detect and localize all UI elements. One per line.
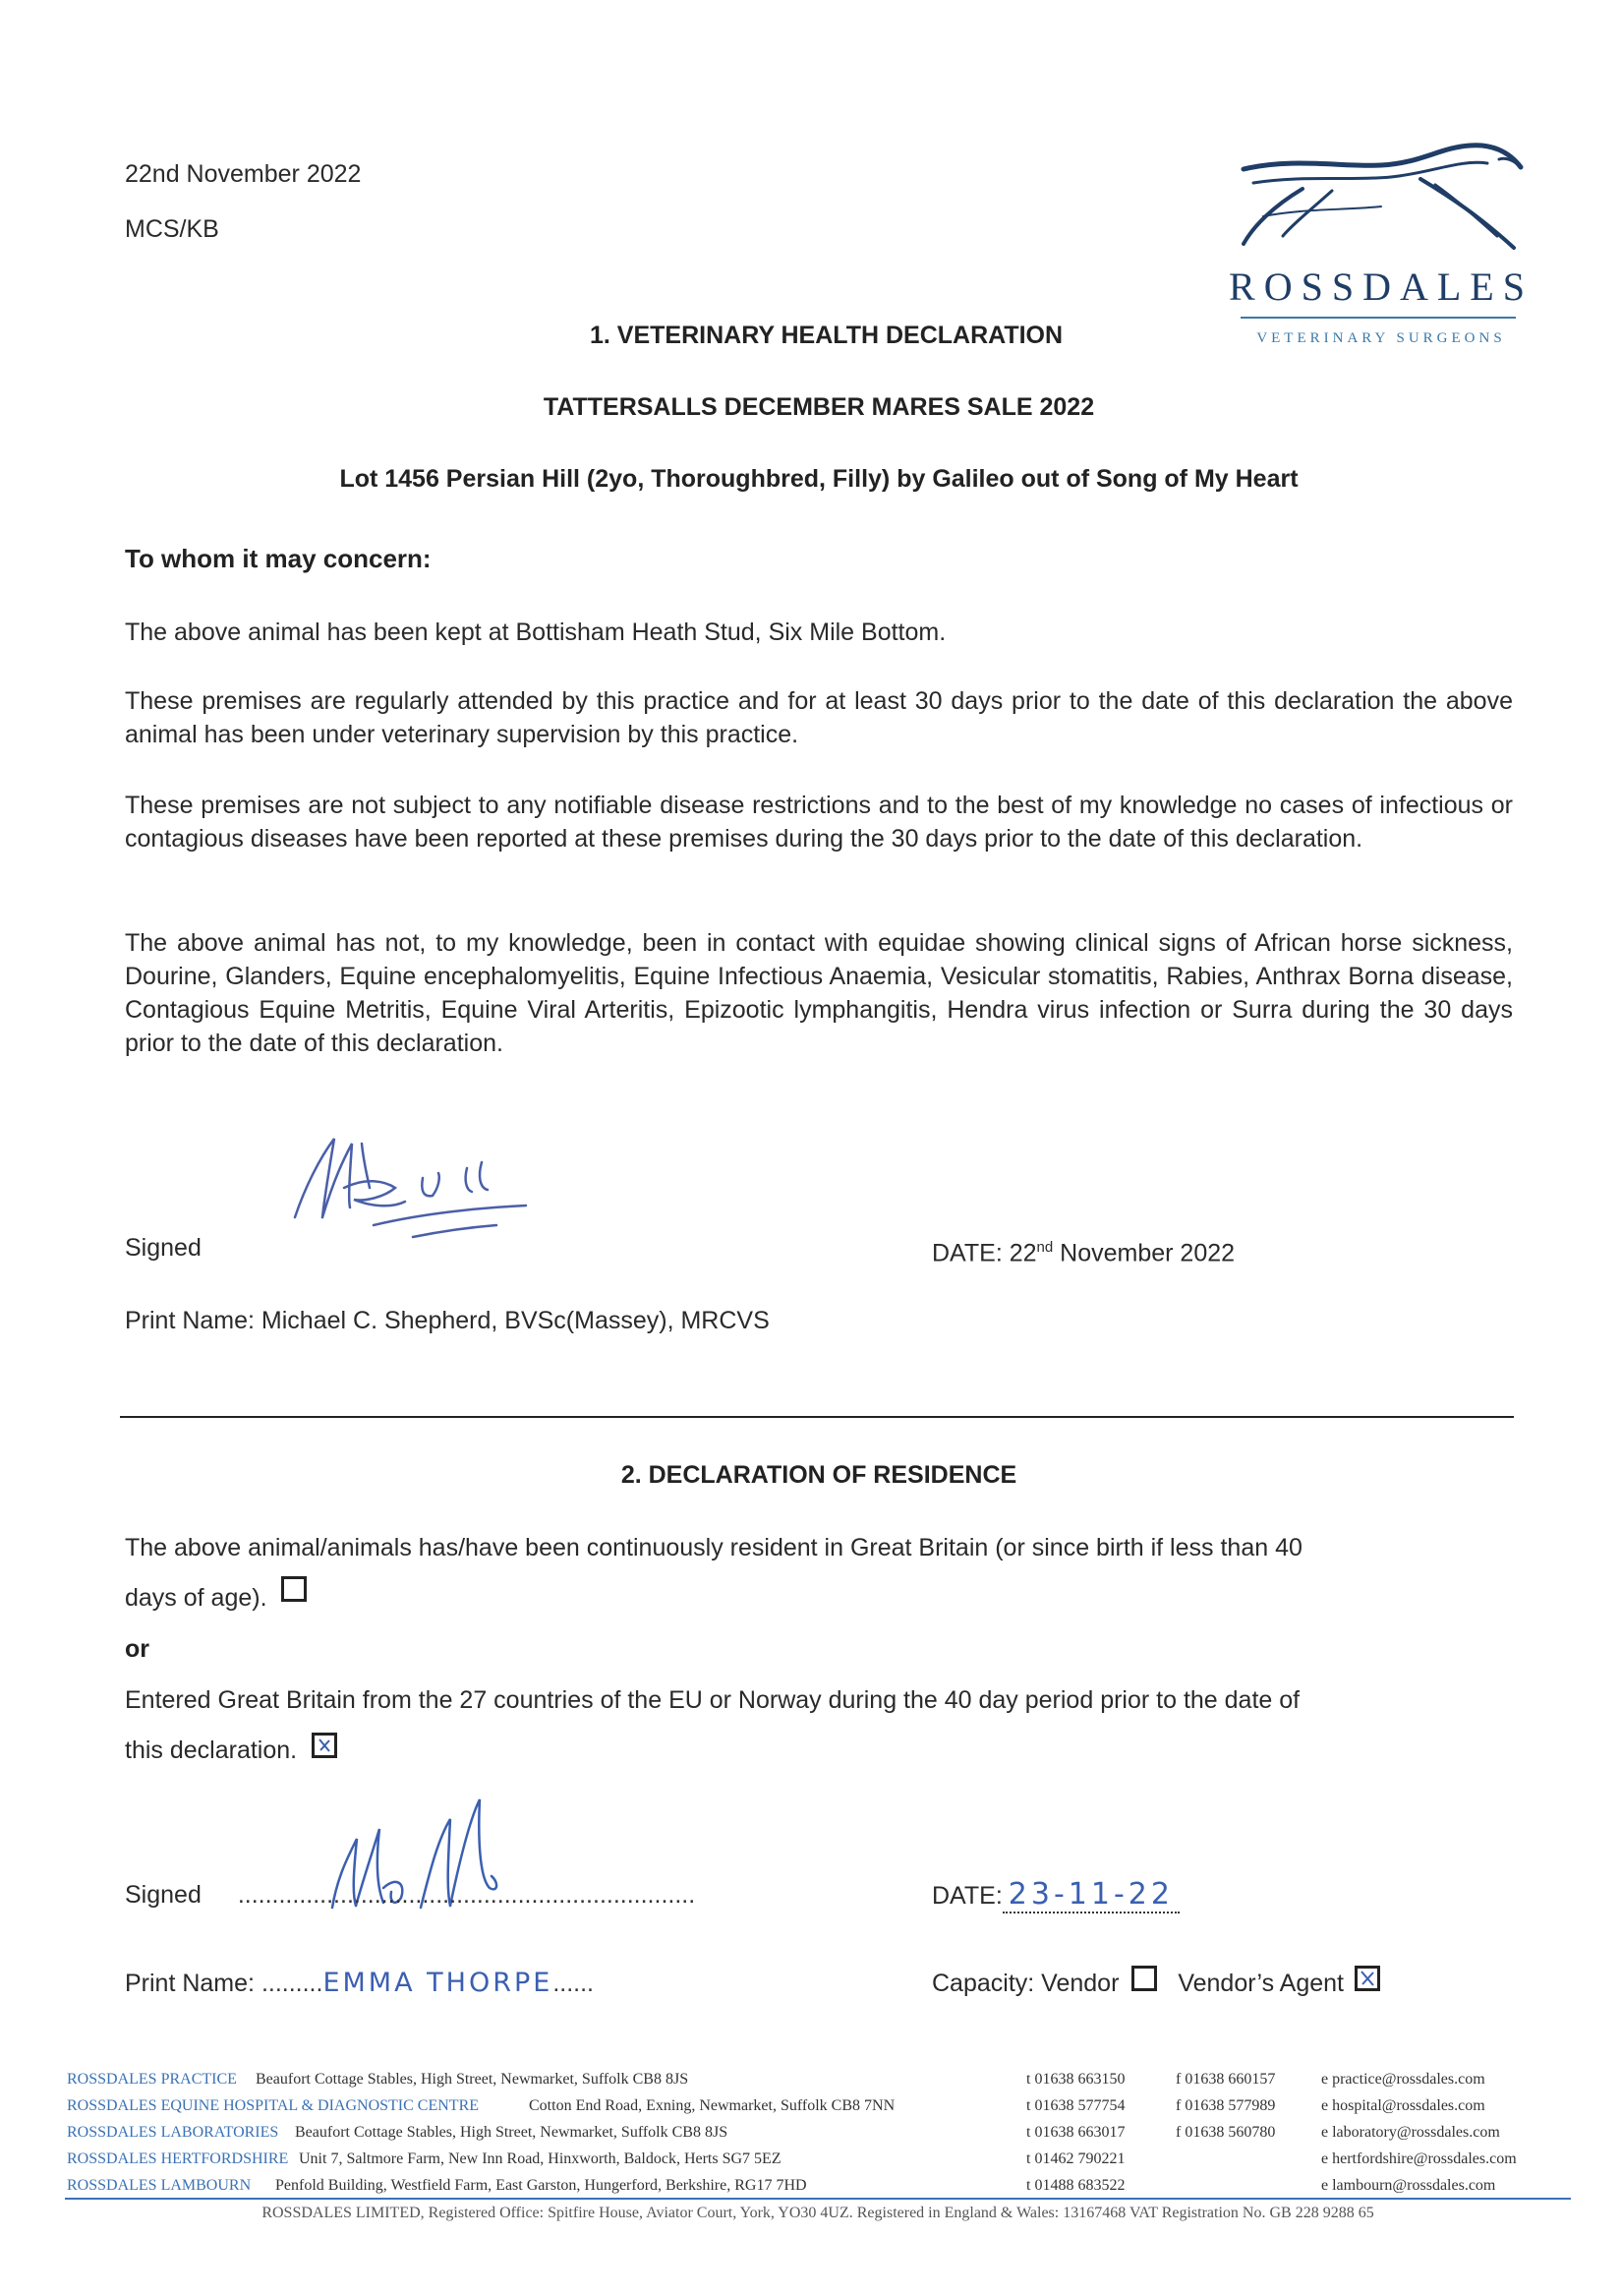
vendor-print-name-value[interactable]: EMMA THORPE [322, 1968, 553, 1998]
letter-date: 22nd November 2022 [125, 160, 362, 188]
residence-option2-line1: Entered Great Britain from the 27 countries of the EU or Norway during the 40 day period prior to the date of [125, 1686, 1301, 1714]
horse-logo-icon [1234, 138, 1529, 256]
footer-herts-email[interactable]: e hertfordshire@rossdales.com [1321, 2150, 1517, 2167]
sale-title: TATTERSALLS DECEMBER MARES SALE 2022 [543, 393, 1095, 421]
footer-registered: ROSSDALES LIMITED, Registered Office: Spitfire House, Aviator Court, York, YO30 4UZ. Registered in England & Wales: 13167468 VAT Registration No. GB 228 9288 65 [261, 2205, 1374, 2221]
footer-practice-email[interactable]: e practice@rossdales.com [1321, 2071, 1485, 2088]
paragraph-supervision: These premises are regularly attended by this practice and for at least 30 days prior to the date of this declaration the above animal has been under veterinary supervision by this practice. [125, 687, 1513, 748]
footer-herts-address: Unit 7, Saltmore Farm, New Inn Road, Hinxworth, Baldock, Herts SG7 5EZ [299, 2150, 782, 2167]
residence-option2-line2: this declaration. [125, 1737, 298, 1764]
vendor-signature-line[interactable]: ................................................................... [237, 1881, 696, 1909]
footer-practice-fax: f 01638 660157 [1176, 2071, 1276, 2088]
footer-row-hertfordshire [67, 2146, 1561, 2172]
vendor-date-value[interactable]: 23-11-22 [1003, 1877, 1180, 1913]
paragraph-premises: The above animal has been kept at Bottisham Heath Stud, Six Mile Bottom. [125, 618, 947, 646]
paragraph-diseases: The above animal has not, to my knowledge, been in contact with equidae showing clinical signs of African horse sickness, Dourine, Glanders, Equine encephalomyelitis, Equine Infectious Anaemia, Vesicular stomatitis, Rabies, Anthrax Borna disease, Contagious Equine Metritis, Equine Viral Arteritis, Epizootic lymphangitis, Hendra virus infection or Surra during the 30 days prior to the date of this declaration. [125, 929, 1513, 1057]
logo-divider [1241, 317, 1516, 319]
vet-date: DATE: 22nd November 2022 [932, 1239, 1236, 1267]
footer-row-hospital [67, 2092, 1561, 2119]
footer-row-lambourn [67, 2172, 1561, 2199]
resident-gb-checkbox[interactable] [281, 1576, 307, 1602]
footer-practice-address: Beaufort Cottage Stables, High Street, Newmarket, Suffolk CB8 8JS [256, 2071, 689, 2088]
footer-hospital-fax: f 01638 577989 [1176, 2097, 1276, 2114]
letter-reference: MCS/KB [125, 215, 219, 243]
paragraph-restrictions: These premises are not subject to any notifiable disease restrictions and to the best of my knowledge no cases of infectious or contagious diseases have been reported at these premises during the 30 days prior to the date of this declaration. [125, 792, 1513, 853]
footer-herts-tel: t 01462 790221 [1026, 2150, 1126, 2167]
footer-herts-name: ROSSDALES HERTFORDSHIRE [67, 2150, 289, 2167]
vendor-checkbox[interactable] [1131, 1966, 1157, 1991]
footer-lab-fax: f 01638 560780 [1176, 2124, 1276, 2141]
footer-row-laboratories [67, 2119, 1561, 2146]
vendor-agent-checkbox[interactable] [1355, 1966, 1380, 1991]
vendor-signed-label: Signed [125, 1881, 202, 1909]
footer-practice-name: ROSSDALES PRACTICE [67, 2071, 237, 2088]
vendor-agent-label: Vendor’s Agent [1178, 1970, 1344, 1997]
residence-option1-line2: days of age). [125, 1584, 267, 1612]
footer-lab-email[interactable]: e laboratory@rossdales.com [1321, 2124, 1500, 2141]
salutation: To whom it may concern: [125, 544, 432, 573]
footer-lab-name: ROSSDALES LABORATORIES [67, 2124, 279, 2141]
logo-tagline: VETERINARY SURGEONS [1256, 330, 1506, 346]
footer-hospital-name: ROSSDALES EQUINE HOSPITAL & DIAGNOSTIC CENTRE [67, 2097, 480, 2114]
section-divider [120, 1416, 1514, 1418]
capacity-row [932, 1967, 1380, 2000]
footer-row-practice [67, 2066, 1561, 2092]
footer-lab-tel: t 01638 663017 [1026, 2124, 1126, 2141]
or-label: or [125, 1635, 149, 1663]
footer-lambourn-email[interactable]: e lambourn@rossdales.com [1321, 2177, 1496, 2194]
vet-signature [285, 1119, 541, 1257]
footer-hospital-tel: t 01638 577754 [1026, 2097, 1126, 2114]
entered-from-eu-checkbox[interactable] [312, 1733, 337, 1758]
vendor-print-name-row [125, 1967, 594, 2000]
print-name-dots-right: ...... [552, 1970, 594, 1997]
footer-divider [65, 2198, 1571, 2200]
footer-lambourn-address: Penfold Building, Westfield Farm, East Garston, Hungerford, Berkshire, RG17 7HD [275, 2177, 807, 2194]
print-name-dots-left: ......... [261, 1970, 323, 1997]
residence-option1 [125, 1581, 307, 1615]
section2-heading: 2. DECLARATION OF RESIDENCE [620, 1461, 1017, 1489]
footer-hospital-address: Cotton End Road, Exning, Newmarket, Suffolk CB8 7NN [529, 2097, 896, 2114]
vendor-date-row [932, 1878, 1180, 1913]
vet-signed-label: Signed [125, 1234, 202, 1262]
lot-title: Lot 1456 Persian Hill (2yo, Thoroughbred, Filly) by Galileo out of Song of My Heart [339, 465, 1299, 493]
footer-hospital-email[interactable]: e hospital@rossdales.com [1321, 2097, 1485, 2114]
footer-lambourn-name: ROSSDALES LAMBOURN [67, 2177, 252, 2194]
residence-option2 [125, 1734, 337, 1767]
section1-heading: 1. VETERINARY HEALTH DECLARATION [590, 322, 1064, 349]
vendor-date-label: DATE: [932, 1882, 1003, 1910]
residence-option1-line1: The above animal/animals has/have been continuously resident in Great Britain (or since birth if less than 40 [125, 1534, 1303, 1561]
logo-name: ROSSDALES [1229, 265, 1534, 309]
vendor-print-name-label: Print Name: [125, 1970, 261, 1997]
footer-lab-address: Beaufort Cottage Stables, High Street, Newmarket, Suffolk CB8 8JS [295, 2124, 728, 2141]
vet-print-name: Print Name: Michael C. Shepherd, BVSc(Massey), MRCVS [125, 1307, 770, 1334]
vendor-signed-row [125, 1878, 695, 1912]
footer-practice-tel: t 01638 663150 [1026, 2071, 1126, 2088]
footer-lambourn-tel: t 01488 683522 [1026, 2177, 1126, 2194]
capacity-vendor-label: Capacity: Vendor [932, 1970, 1120, 1997]
